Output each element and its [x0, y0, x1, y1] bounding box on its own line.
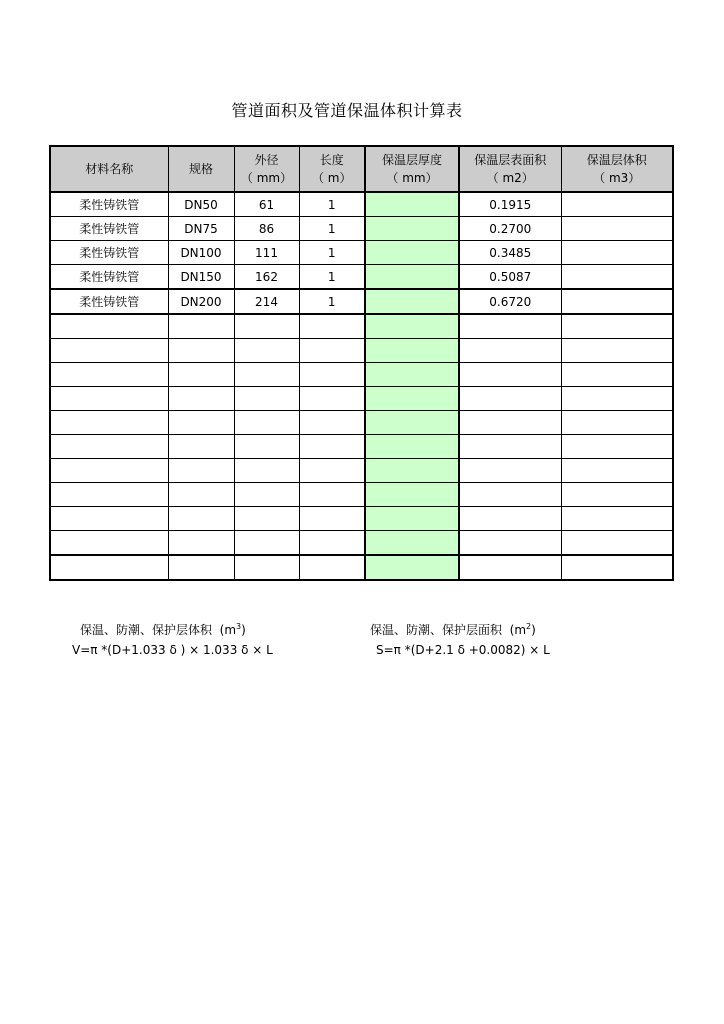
cell-material[interactable] [50, 387, 168, 411]
cell-length[interactable] [299, 339, 365, 363]
cell-material[interactable]: 柔性铸铁管 [50, 265, 168, 290]
cell-material[interactable] [50, 339, 168, 363]
cell-thickness[interactable] [365, 217, 459, 241]
cell-thickness[interactable] [365, 192, 459, 217]
empty-table-row [50, 411, 673, 435]
cell-length[interactable]: 1 [299, 217, 365, 241]
cell-spec[interactable] [168, 483, 234, 507]
cell-spec[interactable] [168, 387, 234, 411]
cell-spec[interactable]: DN50 [168, 192, 234, 217]
cell-volume[interactable] [561, 339, 673, 363]
cell-area[interactable] [459, 411, 561, 435]
cell-material[interactable]: 柔性铸铁管 [50, 217, 168, 241]
cell-area[interactable] [459, 531, 561, 556]
cell-od[interactable] [234, 411, 299, 435]
cell-volume[interactable] [561, 435, 673, 459]
cell-spec[interactable]: DN200 [168, 289, 234, 314]
cell-od[interactable]: 162 [234, 265, 299, 290]
cell-area[interactable]: 0.2700 [459, 217, 561, 241]
cell-spec[interactable] [168, 411, 234, 435]
cell-length[interactable] [299, 459, 365, 483]
empty-table-row [50, 531, 673, 556]
cell-area[interactable] [459, 387, 561, 411]
empty-table-row [50, 507, 673, 531]
header-row [50, 146, 673, 192]
cell-thickness[interactable] [365, 507, 459, 531]
cell-material[interactable] [50, 531, 168, 556]
cell-thickness[interactable] [365, 435, 459, 459]
header-cell-area: 保温层表面积 （ m2） [459, 146, 561, 192]
cell-thickness[interactable] [365, 314, 459, 339]
cell-spec[interactable] [168, 555, 234, 580]
cell-od[interactable] [234, 363, 299, 387]
cell-od[interactable] [234, 483, 299, 507]
cell-od[interactable] [234, 459, 299, 483]
cell-area[interactable]: 0.1915 [459, 192, 561, 217]
empty-table-row [50, 435, 673, 459]
cell-od[interactable]: 61 [234, 192, 299, 217]
cell-length[interactable]: 1 [299, 265, 365, 290]
cell-length[interactable]: 1 [299, 192, 365, 217]
cell-volume[interactable] [561, 483, 673, 507]
cell-length[interactable] [299, 531, 365, 556]
table-row [50, 289, 673, 314]
cell-od[interactable] [234, 339, 299, 363]
cell-length[interactable]: 1 [299, 241, 365, 265]
cell-material[interactable] [50, 411, 168, 435]
cell-thickness[interactable] [365, 265, 459, 290]
cell-volume[interactable] [561, 411, 673, 435]
cell-spec[interactable]: DN100 [168, 241, 234, 265]
page-title: 管道面积及管道保温体积计算表 [231, 101, 463, 120]
cell-length[interactable] [299, 363, 365, 387]
cell-spec[interactable] [168, 507, 234, 531]
cell-thickness[interactable] [365, 363, 459, 387]
cell-length[interactable] [299, 411, 365, 435]
cell-thickness[interactable] [365, 411, 459, 435]
cell-spec[interactable] [168, 531, 234, 556]
cell-volume[interactable] [561, 289, 673, 314]
cell-od[interactable] [234, 314, 299, 339]
cell-volume[interactable] [561, 192, 673, 217]
cell-volume[interactable] [561, 555, 673, 580]
cell-length[interactable] [299, 555, 365, 580]
volume-formula-expr: V=π *(D+1.033 δ ) × 1.033 δ × L [72, 643, 273, 657]
cell-length[interactable] [299, 435, 365, 459]
cell-material[interactable] [50, 555, 168, 580]
cell-spec[interactable] [168, 363, 234, 387]
cell-thickness[interactable] [365, 387, 459, 411]
cell-thickness[interactable] [365, 241, 459, 265]
cell-material[interactable] [50, 314, 168, 339]
cell-material[interactable] [50, 483, 168, 507]
cell-thickness[interactable] [365, 531, 459, 556]
cell-thickness[interactable] [365, 339, 459, 363]
empty-table-row [50, 363, 673, 387]
cell-od[interactable] [234, 507, 299, 531]
header-cell-spec: 规格 [168, 146, 234, 192]
cell-thickness[interactable] [365, 459, 459, 483]
cell-od[interactable]: 111 [234, 241, 299, 265]
cell-od[interactable] [234, 435, 299, 459]
volume-formula-label: 保温、防潮、保护层体积 [80, 623, 213, 637]
cell-area[interactable] [459, 363, 561, 387]
area-formula-expr: S=π *(D+2.1 δ +0.0082) × L [376, 643, 550, 657]
cell-material[interactable]: 柔性铸铁管 [50, 289, 168, 314]
cell-area[interactable]: 0.5087 [459, 265, 561, 290]
cell-thickness[interactable] [365, 555, 459, 580]
cell-material[interactable]: 柔性铸铁管 [50, 192, 168, 217]
cell-spec[interactable]: DN75 [168, 217, 234, 241]
cell-length[interactable]: 1 [299, 289, 365, 314]
cell-volume[interactable] [561, 265, 673, 290]
cell-length[interactable] [299, 314, 365, 339]
cell-od[interactable] [234, 387, 299, 411]
cell-volume[interactable] [561, 507, 673, 531]
area-formula: 保温、防潮、保护层面积 $(m^2)$ S=π *(D+2.1 δ +0.0082) × L [370, 617, 550, 660]
empty-table-row [50, 459, 673, 483]
cell-material[interactable] [50, 435, 168, 459]
cell-area[interactable] [459, 314, 561, 339]
empty-table-row [50, 314, 673, 339]
cell-area[interactable]: 0.3485 [459, 241, 561, 265]
table-row [50, 265, 673, 290]
area-formula-label: 保温、防潮、保护层面积 [370, 623, 503, 637]
header-cell-material: 材料名称 [50, 146, 168, 192]
cell-spec[interactable] [168, 435, 234, 459]
header-cell-volume: 保温层体积 （ m3） [561, 146, 673, 192]
table-row [50, 217, 673, 241]
cell-volume[interactable] [561, 459, 673, 483]
cell-material[interactable]: 柔性铸铁管 [50, 241, 168, 265]
cell-material[interactable] [50, 459, 168, 483]
empty-table-row [50, 555, 673, 580]
header-cell-od: 外径 （ mm） [234, 146, 299, 192]
header-cell-length: 长度 （ m） [299, 146, 365, 192]
cell-volume[interactable] [561, 387, 673, 411]
cell-area[interactable] [459, 507, 561, 531]
cell-area[interactable]: 0.6720 [459, 289, 561, 314]
calculation-table [49, 145, 674, 581]
cell-thickness[interactable] [365, 289, 459, 314]
cell-volume[interactable] [561, 241, 673, 265]
cell-length[interactable] [299, 507, 365, 531]
cell-area[interactable] [459, 459, 561, 483]
cell-volume[interactable] [561, 314, 673, 339]
empty-table-row [50, 483, 673, 507]
cell-volume[interactable] [561, 217, 673, 241]
cell-material[interactable] [50, 507, 168, 531]
cell-volume[interactable] [561, 531, 673, 556]
cell-od[interactable]: 214 [234, 289, 299, 314]
header-cell-thickness: 保温层厚度 （ mm） [365, 146, 459, 192]
cell-od[interactable] [234, 531, 299, 556]
cell-spec[interactable] [168, 459, 234, 483]
cell-length[interactable] [299, 483, 365, 507]
cell-area[interactable] [459, 555, 561, 580]
table-row [50, 241, 673, 265]
volume-formula: 保温、防潮、保护层体积 $(m^3)$ V=π *(D+1.033 δ ) × 1.033 δ × L [72, 617, 273, 660]
cell-volume[interactable] [561, 363, 673, 387]
table-row [50, 192, 673, 217]
cell-thickness[interactable] [365, 483, 459, 507]
cell-material[interactable] [50, 363, 168, 387]
cell-od[interactable] [234, 555, 299, 580]
cell-od[interactable]: 86 [234, 217, 299, 241]
cell-area[interactable] [459, 339, 561, 363]
cell-spec[interactable]: DN150 [168, 265, 234, 290]
cell-area[interactable] [459, 483, 561, 507]
cell-spec[interactable] [168, 339, 234, 363]
empty-table-row [50, 387, 673, 411]
empty-table-row [50, 339, 673, 363]
cell-area[interactable] [459, 435, 561, 459]
cell-spec[interactable] [168, 314, 234, 339]
cell-length[interactable] [299, 387, 365, 411]
